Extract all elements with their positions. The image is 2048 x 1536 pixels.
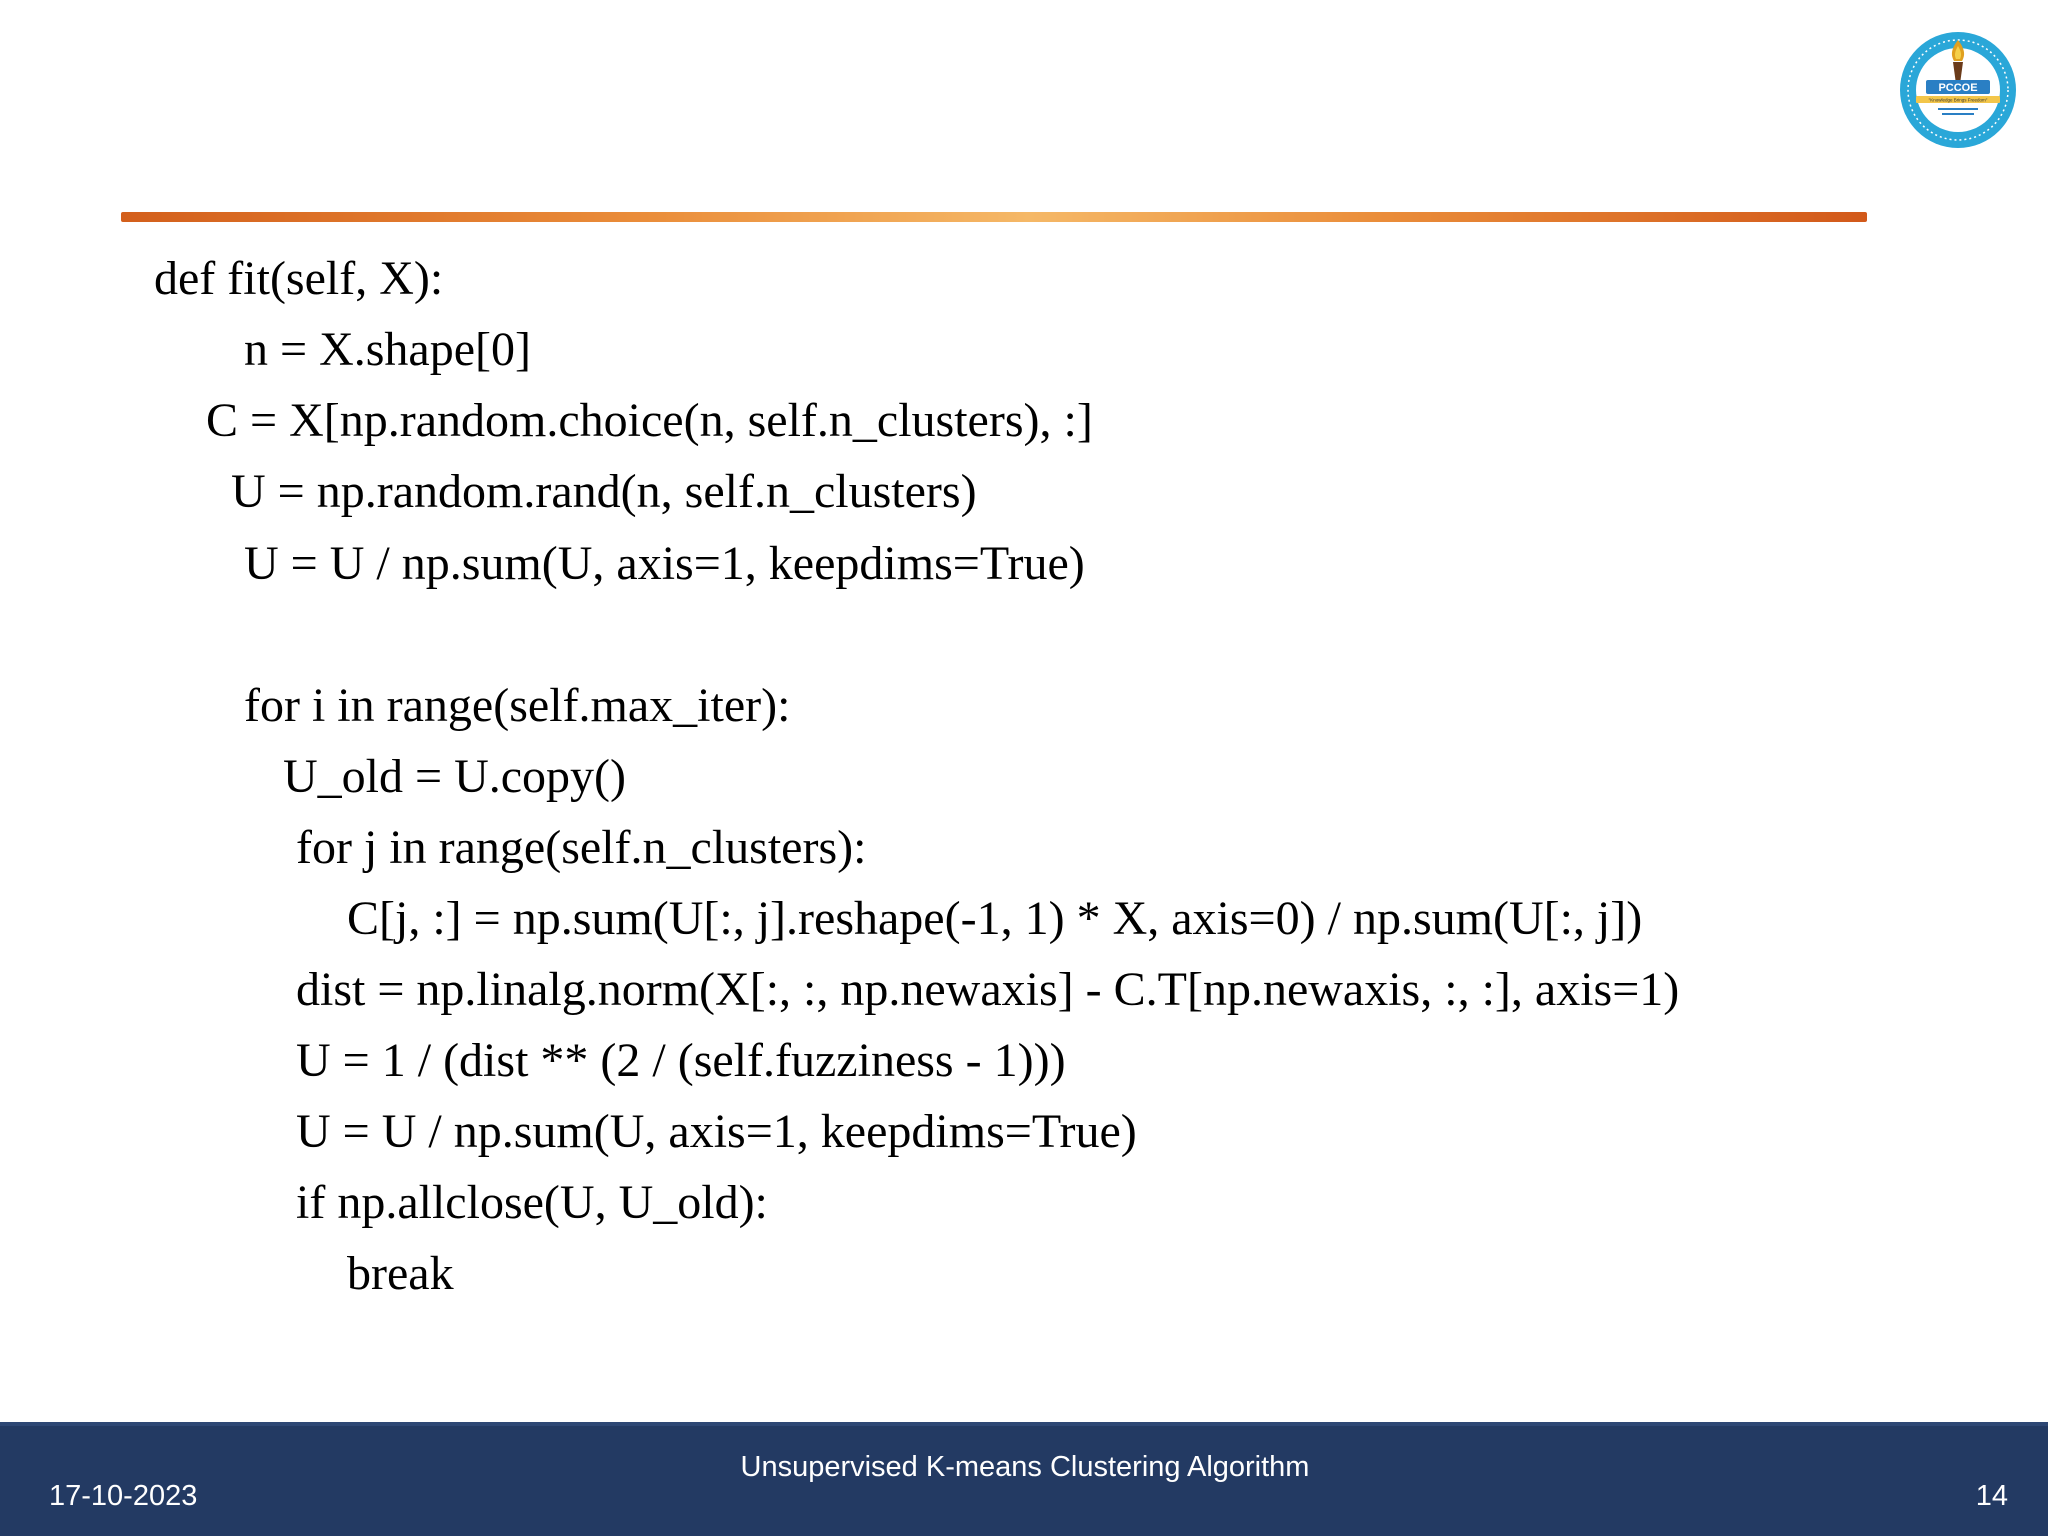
code-line: C = X[np.random.choice(n, self.n_clusters), :]: [206, 394, 1093, 447]
code-line: C[j, :] = np.sum(U[:, j].reshape(-1, 1) * X, axis=0) / np.sum(U[:, j]): [347, 892, 1643, 945]
code-line: U_old = U.copy(): [283, 750, 627, 803]
code-line: n = X.shape[0]: [244, 323, 531, 376]
footer-edge: [0, 1422, 2048, 1426]
code-line: U = np.random.rand(n, self.n_clusters): [231, 465, 977, 518]
footer-bar: [0, 1422, 2048, 1536]
logo-motto: "Knowledge Brings Freedom": [1928, 97, 1988, 103]
code-line: for j in range(self.n_clusters):: [296, 821, 867, 874]
slide-number: 14: [1975, 1480, 2008, 1512]
code-line: def fit(self, X):: [154, 252, 444, 305]
code-line: for i in range(self.max_iter):: [244, 679, 791, 732]
footer-title: Unsupervised K-means Clustering Algorithm: [740, 1451, 1310, 1483]
footer-date: 17-10-2023: [49, 1480, 198, 1512]
code-line: U = U / np.sum(U, axis=1, keepdims=True): [296, 1105, 1137, 1158]
code-line: U = U / np.sum(U, axis=1, keepdims=True): [244, 537, 1085, 590]
code-line: dist = np.linalg.norm(X[:, :, np.newaxis] - C.T[np.newaxis, :, :], axis=1): [296, 963, 1680, 1016]
code-line: if np.allclose(U, U_old):: [296, 1176, 768, 1229]
code-line: break: [347, 1247, 454, 1300]
code-line: U = 1 / (dist ** (2 / (self.fuzziness - 1))): [296, 1034, 1066, 1087]
logo-text: PCCOE: [1938, 82, 1978, 94]
